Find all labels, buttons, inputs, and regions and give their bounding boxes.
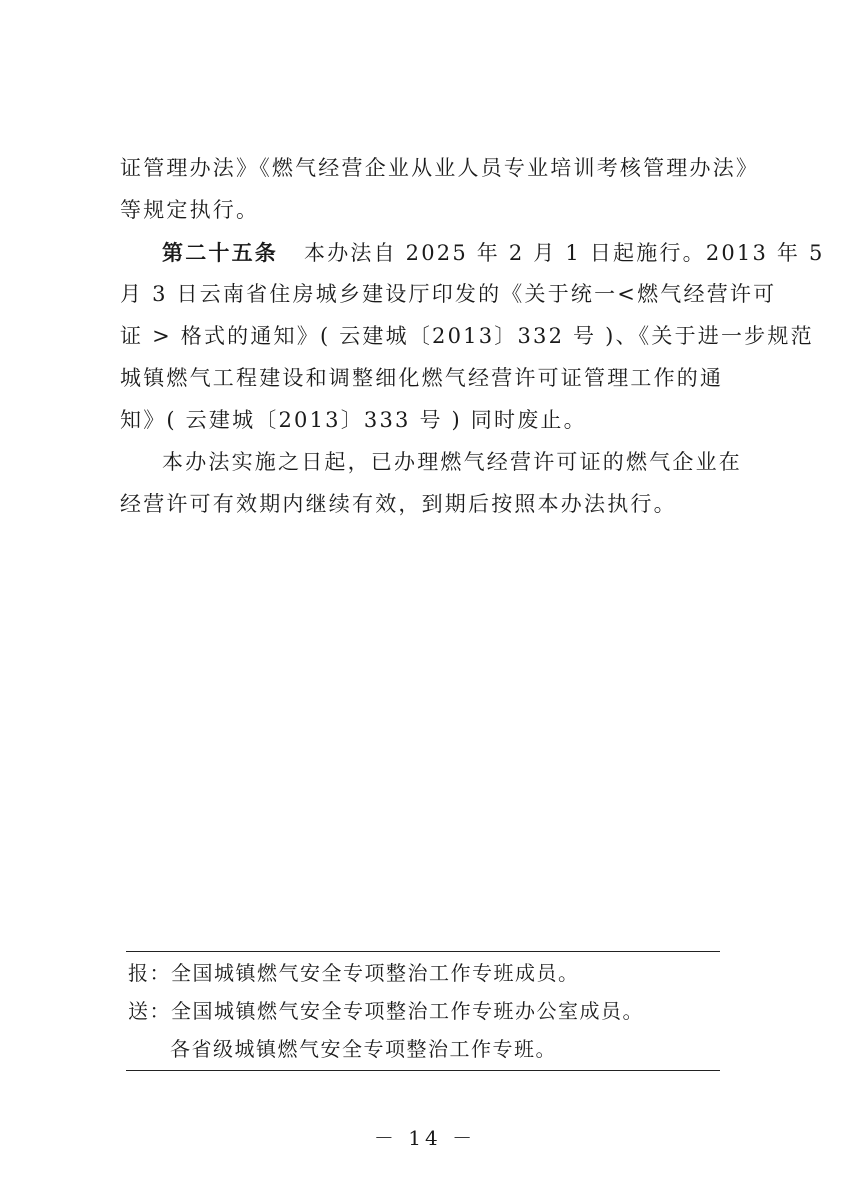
report-to-line: 报：全国城镇燃气安全专项整治工作专班成员。 — [128, 961, 580, 985]
body-line-4: 月 3 日云南省住房城乡建设厅印发的《关于统一<燃气经营许可 — [120, 282, 777, 306]
distribution-top-rule — [126, 951, 720, 952]
send-to-cont-line: 各省级城镇燃气安全专项整治工作专班。 — [170, 1037, 557, 1061]
body-line-6: 城镇燃气工程建设和调整细化燃气经营许可证管理工作的通 — [120, 366, 724, 390]
distribution-bottom-rule — [126, 1070, 720, 1071]
send-to-line: 送：全国城镇燃气安全专项整治工作专班办公室成员。 — [128, 999, 644, 1023]
body-line-3: 本办法自 2025 年 2 月 1 日起施行。2013 年 5 — [304, 241, 825, 265]
body-line-2: 等规定执行。 — [120, 198, 260, 222]
page-number: － 14 － — [373, 1126, 477, 1150]
body-line-1: 证管理办法》《燃气经营企业从业人员专业培训考核管理办法》 — [120, 156, 760, 180]
body-line-9: 经营许可有效期内继续有效，到期后按照本办法执行。 — [120, 492, 677, 516]
body-line-8: 本办法实施之日起，已办理燃气经营许可证的燃气企业在 — [162, 450, 742, 474]
article-heading: 第二十五条 — [162, 240, 278, 265]
body-line-7: 知》( 云建城〔2013〕333 号 ) 同时废止。 — [120, 408, 587, 432]
body-line-5: 证 > 格式的通知》( 云建城〔2013〕332 号 )、《关于进一步规范 — [120, 324, 814, 348]
article-25-line — [162, 240, 825, 265]
